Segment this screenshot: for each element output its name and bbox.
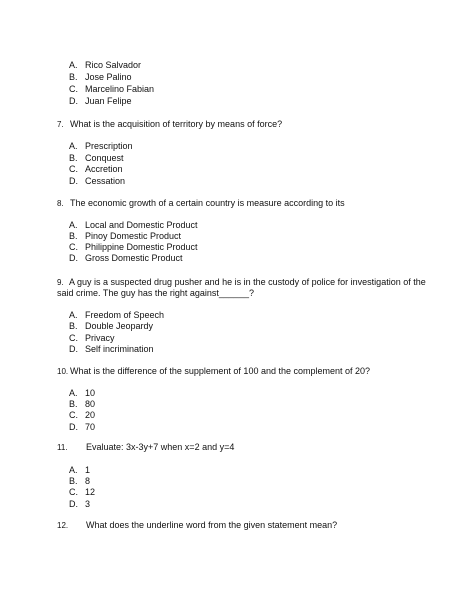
option-letter: B. (69, 476, 78, 486)
option-text: Privacy (85, 333, 115, 343)
option-letter: D. (69, 422, 78, 432)
option-letter: C. (69, 333, 78, 343)
option-letter: D. (69, 96, 78, 106)
question-number: 10. (57, 367, 69, 376)
option-text: Freedom of Speech (85, 310, 165, 320)
question-number: 12. (57, 521, 69, 530)
option-text: 12 (85, 487, 96, 497)
option-text: 70 (85, 422, 96, 432)
option-letter: A. (69, 220, 78, 230)
option-text: Marcelino Fabian (85, 84, 155, 94)
option-letter: A. (69, 141, 78, 151)
question-text-line-2: said crime. The guy has the right against______? (57, 288, 254, 298)
question-number: 11. (57, 443, 68, 452)
option-letter: A. (69, 60, 78, 70)
option-letter: B. (69, 231, 78, 241)
question-text-line-1: A guy is a suspected drug pusher and he is in the custody of police for investigation of the (69, 277, 426, 287)
option-letter: D. (69, 253, 78, 263)
option-letter: C. (69, 487, 78, 497)
option-text: Jose Palino (85, 72, 132, 82)
question-text: The economic growth of a certain country is measure according to its (70, 198, 345, 208)
option-text: Rico Salvador (85, 60, 142, 70)
question-text: What is the difference of the supplement of 100 and the complement of 20? (70, 366, 371, 376)
option-letter: B. (69, 72, 78, 82)
option-text: 80 (85, 399, 96, 409)
option-text: 3 (85, 499, 91, 509)
option-letter: D. (69, 176, 78, 186)
option-letter: C. (69, 164, 78, 174)
option-letter: B. (69, 399, 78, 409)
option-text: 1 (85, 465, 91, 475)
option-text: Pinoy Domestic Product (85, 231, 182, 241)
question-number: 8. (57, 199, 64, 208)
option-letter: A. (69, 310, 78, 320)
option-text: 20 (85, 410, 96, 420)
option-letter: C. (69, 242, 78, 252)
option-text: Philippine Domestic Product (85, 242, 198, 252)
option-text: Conquest (85, 153, 124, 163)
option-text: Self incrimination (85, 344, 154, 354)
option-letter: C. (69, 84, 78, 94)
option-letter: B. (69, 153, 78, 163)
question-number: 7. (57, 120, 64, 129)
option-text: Juan Felipe (85, 96, 132, 106)
option-letter: D. (69, 499, 78, 509)
option-letter: C. (69, 410, 78, 420)
option-letter: D. (69, 344, 78, 354)
option-text: Prescription (85, 141, 133, 151)
option-letter: A. (69, 465, 78, 475)
option-text: Gross Domestic Product (85, 253, 183, 263)
option-text: 8 (85, 476, 91, 486)
question-text: What does the underline word from the given statement mean? (86, 520, 338, 530)
option-letter: B. (69, 321, 78, 331)
option-letter: A. (69, 388, 78, 398)
question-text: What is the acquisition of territory by means of force? (70, 119, 283, 129)
option-text: Local and Domestic Product (85, 220, 198, 230)
option-text: 10 (85, 388, 96, 398)
question-number: 9. (57, 278, 64, 287)
option-text: Accretion (85, 164, 123, 174)
option-text: Cessation (85, 176, 126, 186)
option-text: Double Jeopardy (85, 321, 154, 331)
question-text: Evaluate: 3x-3y+7 when x=2 and y=4 (86, 442, 235, 452)
